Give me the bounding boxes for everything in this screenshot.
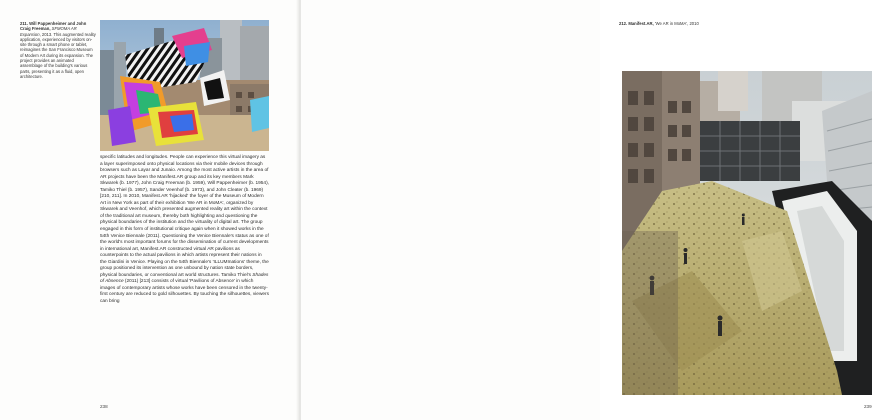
- page-number-left: 238: [100, 404, 108, 409]
- figure-211-caption-number: 211.: [20, 21, 28, 26]
- right-page: [301, 0, 872, 420]
- shades-of-absence-title: Shades of Absence: [100, 272, 269, 285]
- figure-212-caption-number: 212.: [619, 21, 628, 26]
- figure-212-caption-details: , 2010: [687, 21, 699, 26]
- sfmoma-ar-expansion-image: [100, 20, 269, 151]
- figure-212-caption-title: Manifest.AR,: [628, 21, 654, 26]
- figure-211-photo: [100, 20, 269, 151]
- page-number-right: 239: [864, 404, 872, 409]
- figure-211-caption-title: Will Pappenheimer and John Craig Freeman,: [20, 21, 87, 32]
- body-paragraph: [100, 155, 269, 306]
- figure-212-caption: [619, 21, 739, 26]
- figure-212-caption-work-title: 'We AR in MoMA': [654, 21, 688, 26]
- body-text-tail: (2011) [213] consists of virtual 'Pavilions of Absence' in which images of contemporary artists whose works have been censored in the twenty-first century are reduced to gold silhouettes. By touching the silhouettes, viewers can bring: [100, 279, 269, 305]
- figure-211-caption: [20, 21, 96, 79]
- figure-211-caption-work-title: SFMOMA AR Expansion: [20, 26, 77, 37]
- figure-212-photo: [622, 71, 872, 395]
- body-text: [100, 155, 269, 306]
- we-ar-in-moma-image: [622, 71, 872, 395]
- figure-211-caption-details: , 2013. This augmented reality application, experienced by visitors on-site through a smart phone or tablet, reimagines the San Francisco Museum of Modern Art during its expansion. The project provides an animated assemblage of the building's various parts, presenting it as a fluid, open architecture.: [20, 31, 96, 79]
- body-text-lead: specific latitudes and longitudes. People can experience this virtual imagery as a layer superimposed onto physical locations via their mobile devices through browsers such as Layar and Junaio. Among the most active artists in the area of AR projects have been the Manifest.AR group and its key members Mark Skwarek (b. 1977), John Craig Freeman (b. 1959), Will Pappenheimer (b. 1954), Tamiko Thiel (b. 1957), Sander Veenhof (b. 1973), and John Cleater (b. 1969) [210, 211]. In 2010, Manifest.AR 'hijacked' the foyer of the Museum of Modern Art in New York as part of their exhibition 'We AR in MoMA', organized by Skwarek and Veenhof, which presented augmented reality art within the context of the traditional art museum, thereby both highlighting and questioning the physical boundaries of the institution and the virtuality of digital art. The group engaged in this form of institutional critique again when it showed works in the 54th Venice Biennale (2011). Questioning the Venice Biennale's status as one of the world's most important forums for the dissemination of current developments in international art, Manifest.AR constructed virtual AR pavilions as counterpoints to the actual pavilions in which artists represent their nations in the Giardini in Venice. Playing on the 54th Biennale's 'ILLUMInations' theme, the group positioned its intervention as one unbound by nation state borders, physical boundaries, or conventional art world structures. Tamiko Thiel's: [100, 155, 269, 278]
- left-page: [0, 0, 299, 420]
